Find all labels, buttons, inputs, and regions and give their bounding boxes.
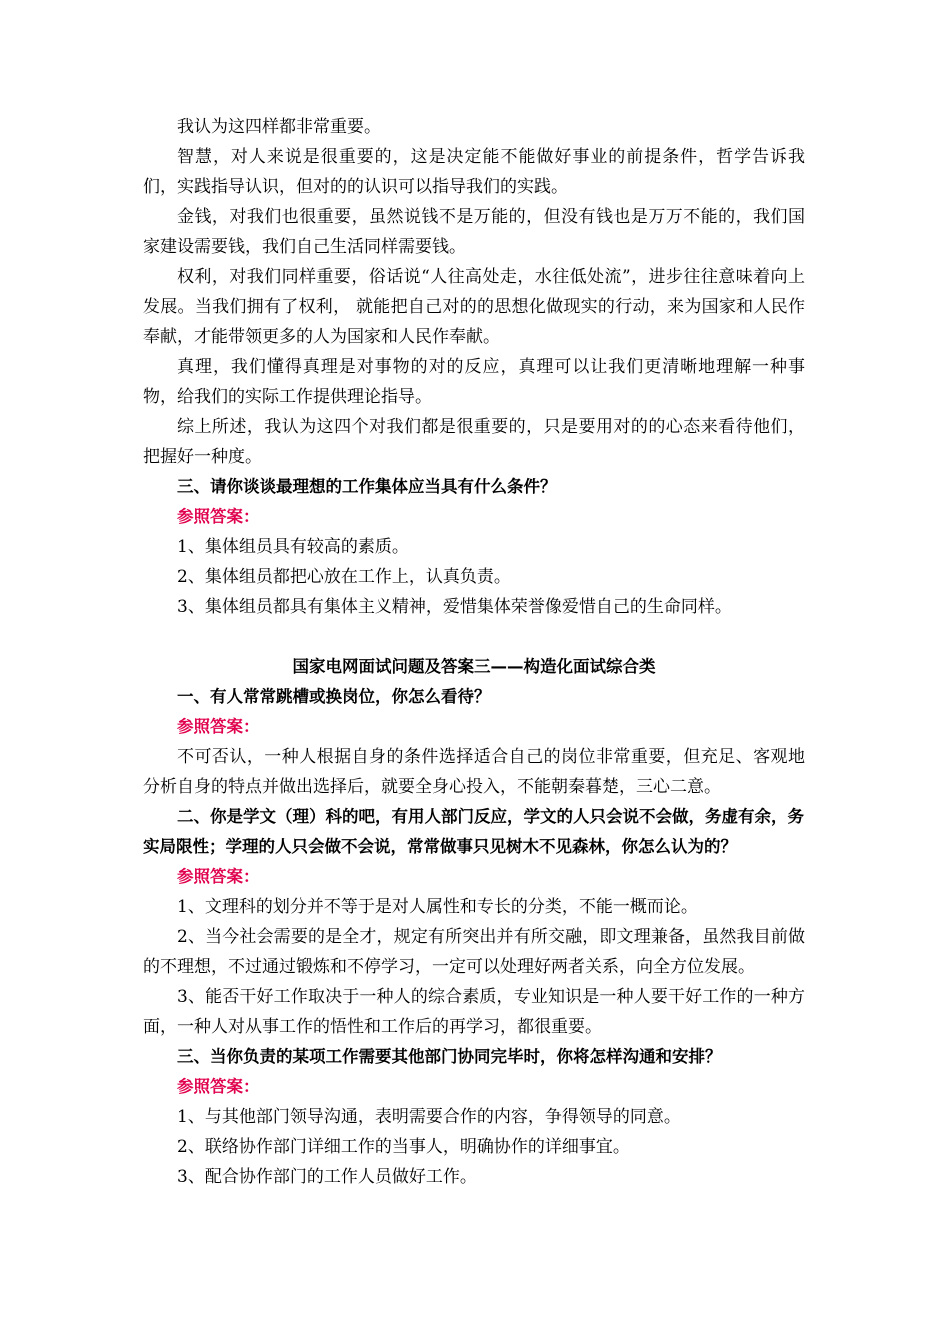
paragraph-wisdom: 智慧，对人来说是很重要的，这是决定能不能做好事业的前提条件，哲学告诉我们，实践指导认识，但对的的认识可以指导我们的实践。	[143, 147, 805, 197]
paragraph-money: 金钱，对我们也很重要，虽然说钱不是万能的，但没有钱也是万万不能的，我们国家建设需要钱，我们自己生活同样需要钱。	[143, 207, 805, 257]
answer-label: 参照答案：	[177, 1077, 260, 1096]
paragraph-intro: 我认为这四样都非常重要。	[177, 117, 381, 137]
answer-item: 2、联络协作部门详细工作的当事人，明确协作的详细事宜。	[177, 1137, 630, 1157]
question-cross-department: 三、当你负责的某项工作需要其他部门协同完毕时，你将怎样沟通和安排？	[177, 1047, 722, 1066]
question-arts-science: 二、你是学文（理）科的吧，有用人部门反应，学文的人只会说不会做，务虚有余，务实局限性；学理的人只会做不会说，常常做事只见树木不见森林，你怎么认为的？	[143, 807, 804, 856]
answer-label: 参照答案：	[177, 867, 260, 886]
paragraph-power: 权利，对我们同样重要，俗话说“人往高处走，水往低处流”，进步往往意味着向上发展。当我们拥有了权利， 就能把自己对的的思想化做现实的行动，来为国家和人民作奉献，才能带领更多的人为国家和人民作奉献。	[143, 267, 805, 347]
answer-item: 2、集体组员都把心放在工作上，认真负责。	[177, 567, 511, 587]
question-ideal-team: 三、请你谈谈最理想的工作集体应当具有什么条件？	[177, 477, 557, 496]
document-page	[143, 112, 805, 1192]
section-title: 国家电网面试问题及答案三——构造化面试综合类	[292, 657, 656, 676]
answer-item: 不可否认，一种人根据自身的条件选择适合自己的岗位非常重要，但充足、客观地分析自身的特点并做出选择后，就要全身心投入，不能朝秦暮楚，三心二意。	[143, 747, 805, 797]
answer-item: 1、集体组员具有较高的素质。	[177, 537, 409, 557]
answer-item: 3、能否干好工作取决于一种人的综合素质，专业知识是一种人要干好工作的一种方面，一种人对从事工作的悟性和工作后的再学习，都很重要。	[143, 987, 805, 1037]
paragraph-truth: 真理，我们懂得真理是对事物的对的反应，真理可以让我们更清晰地理解一种事物，给我们的实际工作提供理论指导。	[143, 357, 805, 407]
paragraph-summary: 综上所述，我认为这四个对我们都是很重要的，只是要用对的的心态来看待他们，把握好一种度。	[143, 417, 805, 467]
question-job-hopping: 一、有人常常跳槽或换岗位，你怎么看待？	[177, 687, 491, 706]
answer-label: 参照答案：	[177, 717, 260, 736]
answer-item: 1、文理科的划分并不等于是对人属性和专长的分类，不能一概而论。	[177, 897, 698, 917]
answer-item: 1、与其他部门领导沟通，表明需要合作的内容，争得领导的同意。	[177, 1107, 681, 1127]
answer-label: 参照答案：	[177, 507, 260, 526]
answer-item: 2、当今社会需要的是全才，规定有所突出并有所交融，即文理兼备，虽然我目前做的不理想，不过通过锻炼和不停学习，一定可以处理好两者关系，向全方位发展。	[143, 927, 805, 977]
answer-item: 3、配合协作部门的工作人员做好工作。	[177, 1167, 477, 1187]
answer-item: 3、集体组员都具有集体主义精神，爱惜集体荣誉像爱惜自己的生命同样。	[177, 597, 732, 617]
